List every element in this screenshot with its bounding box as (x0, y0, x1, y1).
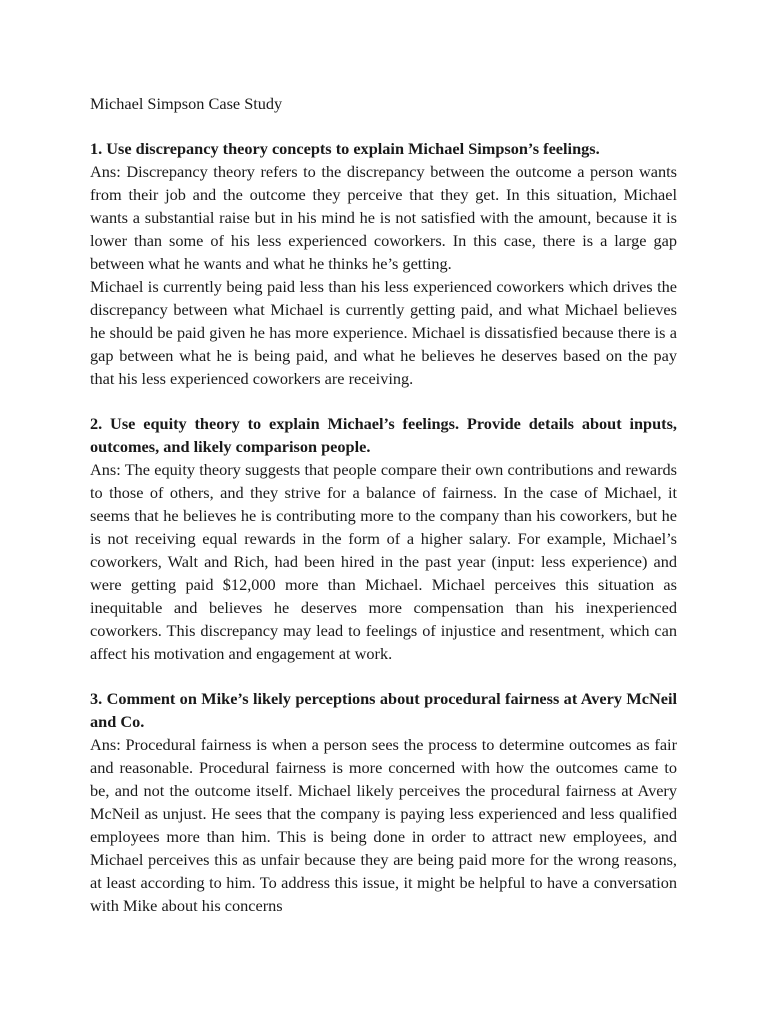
document-title: Michael Simpson Case Study (90, 94, 283, 113)
question-2: 2. Use equity theory to explain Michael’s feelings. Provide details about inputs, outcomes, and likely comparison people. (90, 414, 677, 456)
section-procedural-fairness (90, 687, 677, 917)
section-discrepancy-theory (90, 137, 677, 390)
answer-3: Ans: Procedural fairness is when a person sees the process to determine outcomes as fair and reasonable. Procedural fairness is more concerned with how the outcomes came to be, and not the outcome itself. Michael likely perceives the procedural fairness at Avery McNeil as unjust. He sees that the company is paying less experienced and less qualified employees more than him. This is being done in order to attract new employees, and Michael perceives this as unfair because they are being paid more for the wrong reasons, at least according to him. To address this issue, it might be helpful to have a conversation with Mike about his concerns (90, 735, 677, 915)
section-equity-theory (90, 412, 677, 665)
answer-2: Ans: The equity theory suggests that people compare their own contributions and rewards to those of others, and they strive for a balance of fairness. In the case of Michael, it seems that he believes he is contributing more to the company than his coworkers, but he is not receiving equal rewards in the form of a higher salary. For example, Michael’s coworkers, Walt and Rich, had been hired in the past year (input: less experience) and were getting paid $12,000 more than Michael. Michael perceives this situation as inequitable and believes he deserves more compensation than his inexperienced coworkers. This discrepancy may lead to feelings of injustice and resentment, which can affect his motivation and engagement at work. (90, 460, 677, 663)
answer-1-continued: Michael is currently being paid less than his less experienced coworkers which drives the discrepancy between what Michael is currently getting paid, and what Michael believes he should be paid given he has more experience. Michael is dissatisfied because there is a gap between what he is being paid, and what he believes he deserves based on the pay that his less experienced coworkers are receiving. (90, 277, 677, 388)
question-3: 3. Comment on Mike’s likely perceptions about procedural fairness at Avery McNeil and Co. (90, 689, 677, 731)
answer-1: Ans: Discrepancy theory refers to the discrepancy between the outcome a person wants from their job and the outcome they perceive that they get. In this situation, Michael wants a substantial raise but in his mind he is not satisfied with the amount, because it is lower than some of his less experienced coworkers. In this case, there is a large gap between what he wants and what he thinks he’s getting. (90, 162, 677, 273)
document-page (90, 92, 677, 939)
question-1: 1. Use discrepancy theory concepts to explain Michael Simpson’s feelings. (90, 139, 600, 158)
